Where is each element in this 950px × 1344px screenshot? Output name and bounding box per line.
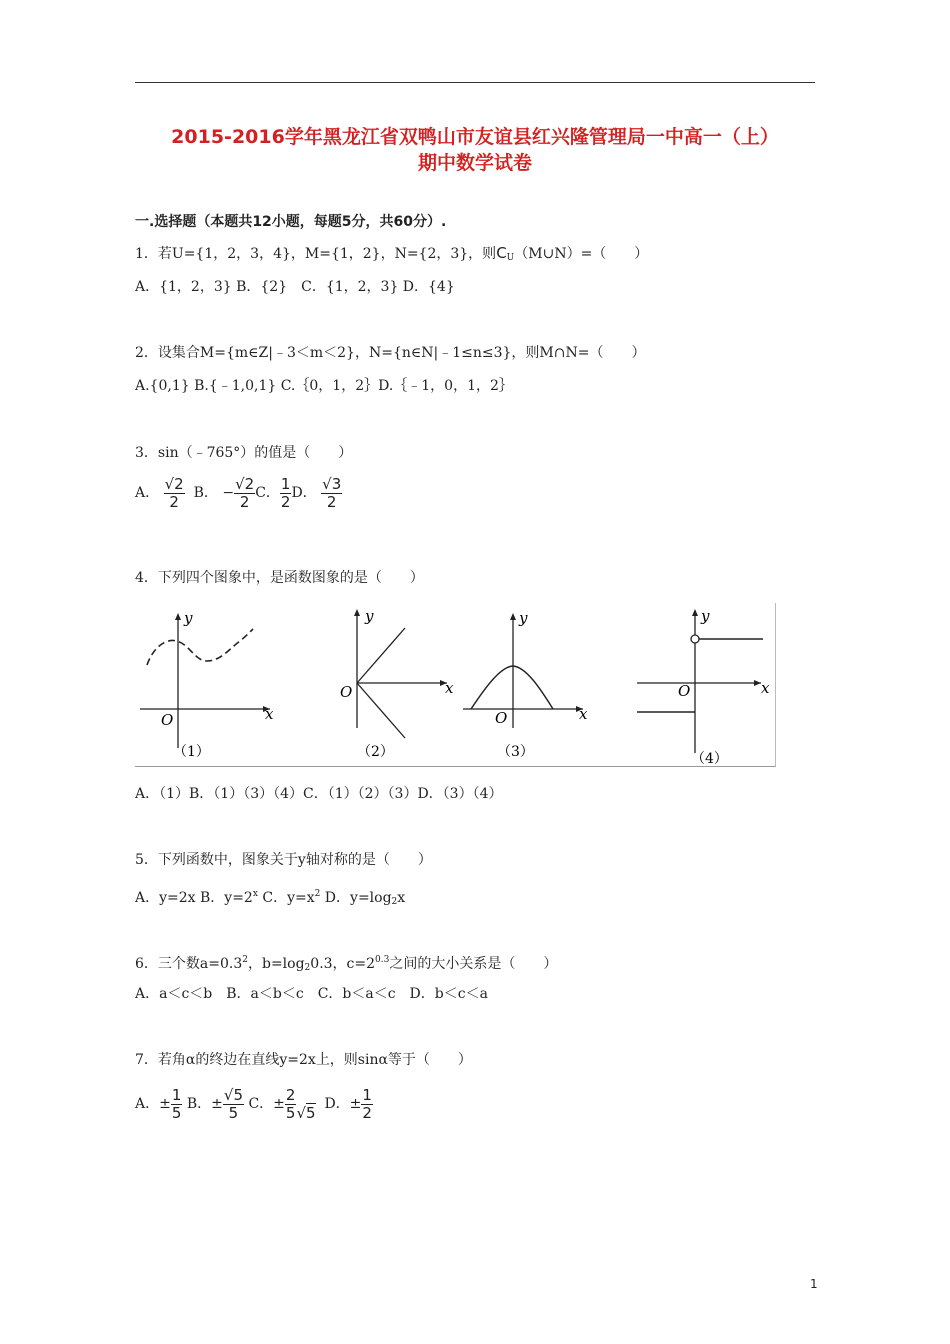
q7-option-c-radical: √5 — [296, 1104, 316, 1122]
paper-title-line1: 2015-2016学年黑龙江省双鸭山市友谊县红兴隆管理局一中高一（上） — [171, 126, 779, 148]
q7-options: A．± $\frac{1}{5}$ B．± $\frac{√5}{5}$ C．± $\frac{2}{5}$ √5 D．± $\frac{1}{2}$ — [135, 1085, 373, 1132]
q3-option-b-fraction: $\frac{√2}{2}$ — [235, 474, 255, 511]
graph-2 — [340, 607, 454, 760]
q3-option-a-fraction: $\frac{√2}{2}$ — [164, 474, 184, 511]
q5-options: A．y=2x B．$y=2^x$ C．$y=x^2$ D．$y=\log_2x$ — [135, 889, 406, 907]
page-number: 1 — [810, 1277, 818, 1291]
q3-option-d-fraction: $\frac{√3}{2}$ — [322, 474, 342, 511]
graph2-origin: O — [340, 683, 353, 701]
header-rule — [135, 82, 815, 83]
graph1-y-label: y — [184, 609, 193, 627]
graph1-caption: （1） — [173, 744, 210, 760]
q6-options: A．a＜c＜b B．a＜b＜c C．b＜a＜c D．b＜c＜a — [135, 986, 488, 1002]
section-heading: 一.选择题（本题共12小题，每题5分，共60分）. — [135, 214, 447, 230]
graph2-x-label: x — [445, 679, 454, 697]
q5-stem: 5．下列函数中，图象关于y轴对称的是（ ） — [135, 852, 432, 868]
graph4-origin: O — [678, 682, 691, 700]
paper-title-line2: 期中数学试卷 — [417, 152, 532, 174]
complement-symbol: C — [496, 244, 507, 262]
graph1-x-label: x — [265, 705, 274, 723]
graph4-y-label: y — [701, 607, 710, 625]
graph3-x-label: x — [579, 705, 588, 723]
graph-4 — [637, 607, 770, 766]
graph3-y-label: y — [519, 609, 528, 627]
q1-options: A．{1，2，3} B．{2} C．{1，2，3} D．{4} — [135, 279, 455, 295]
graph4-caption: （4） — [691, 751, 728, 766]
q3-stem: 3．sin（﹣765°）的值是（ ） — [135, 445, 353, 461]
q7-option-c-fraction: $\frac{2}{5}$ — [285, 1085, 296, 1122]
graph1-origin: O — [161, 711, 174, 729]
q7-option-a-fraction: $\frac{1}{5}$ — [171, 1085, 182, 1122]
q2-options: A.{0,1} B.{﹣1,0,1} C.｛0，1，2｝D.｛﹣1，0，1，2｝ — [135, 378, 513, 394]
q2-stem: 2．设集合M={m∈Z|﹣3＜m＜2}，N={n∈N|﹣1≤n≤3}，则M∩N=（ ） — [135, 345, 646, 361]
q3-option-c-fraction: $\frac{1}{2}$ — [280, 474, 291, 511]
graph2-caption: （2） — [357, 744, 394, 760]
q4-figure — [135, 603, 776, 767]
graph-3 — [463, 609, 588, 760]
q4-options: A．（1）B．（1）（3）（4）C．（1）（2）（3）D．（3）（4） — [135, 786, 503, 802]
q1-stem: 1．若U={1，2，3，4}，M={1，2}，N={2，3}，则$C_U(M\cup N)=$（ ） — [135, 244, 649, 263]
q7-option-d-fraction: $\frac{1}{2}$ — [362, 1085, 372, 1122]
graph4-x-label: x — [761, 679, 770, 697]
graph-1 — [140, 609, 274, 760]
q6-stem: 6．三个数$a=0.3^2$，$b=\log_20.3$，$c=2^{0.3}$之间的大小关系是（ ） — [135, 955, 558, 973]
graph3-caption: （3） — [497, 744, 534, 760]
graph2-y-label: y — [365, 607, 374, 625]
q7-stem: 7．若角α的终边在直线y=2x上，则sinα等于（ ） — [135, 1052, 472, 1068]
graph3-origin: O — [495, 709, 508, 727]
q7-option-b-fraction: $\frac{√5}{5}$ — [223, 1085, 243, 1122]
q3-options: A． $\frac{√2}{2}$ B． − $\frac{√2}{2}$ C． $\frac{1}{2}$ D． $\frac{√3}{2}$ — [135, 474, 342, 511]
q4-stem: 4．下列四个图象中，是函数图象的是（ ） — [135, 570, 424, 586]
